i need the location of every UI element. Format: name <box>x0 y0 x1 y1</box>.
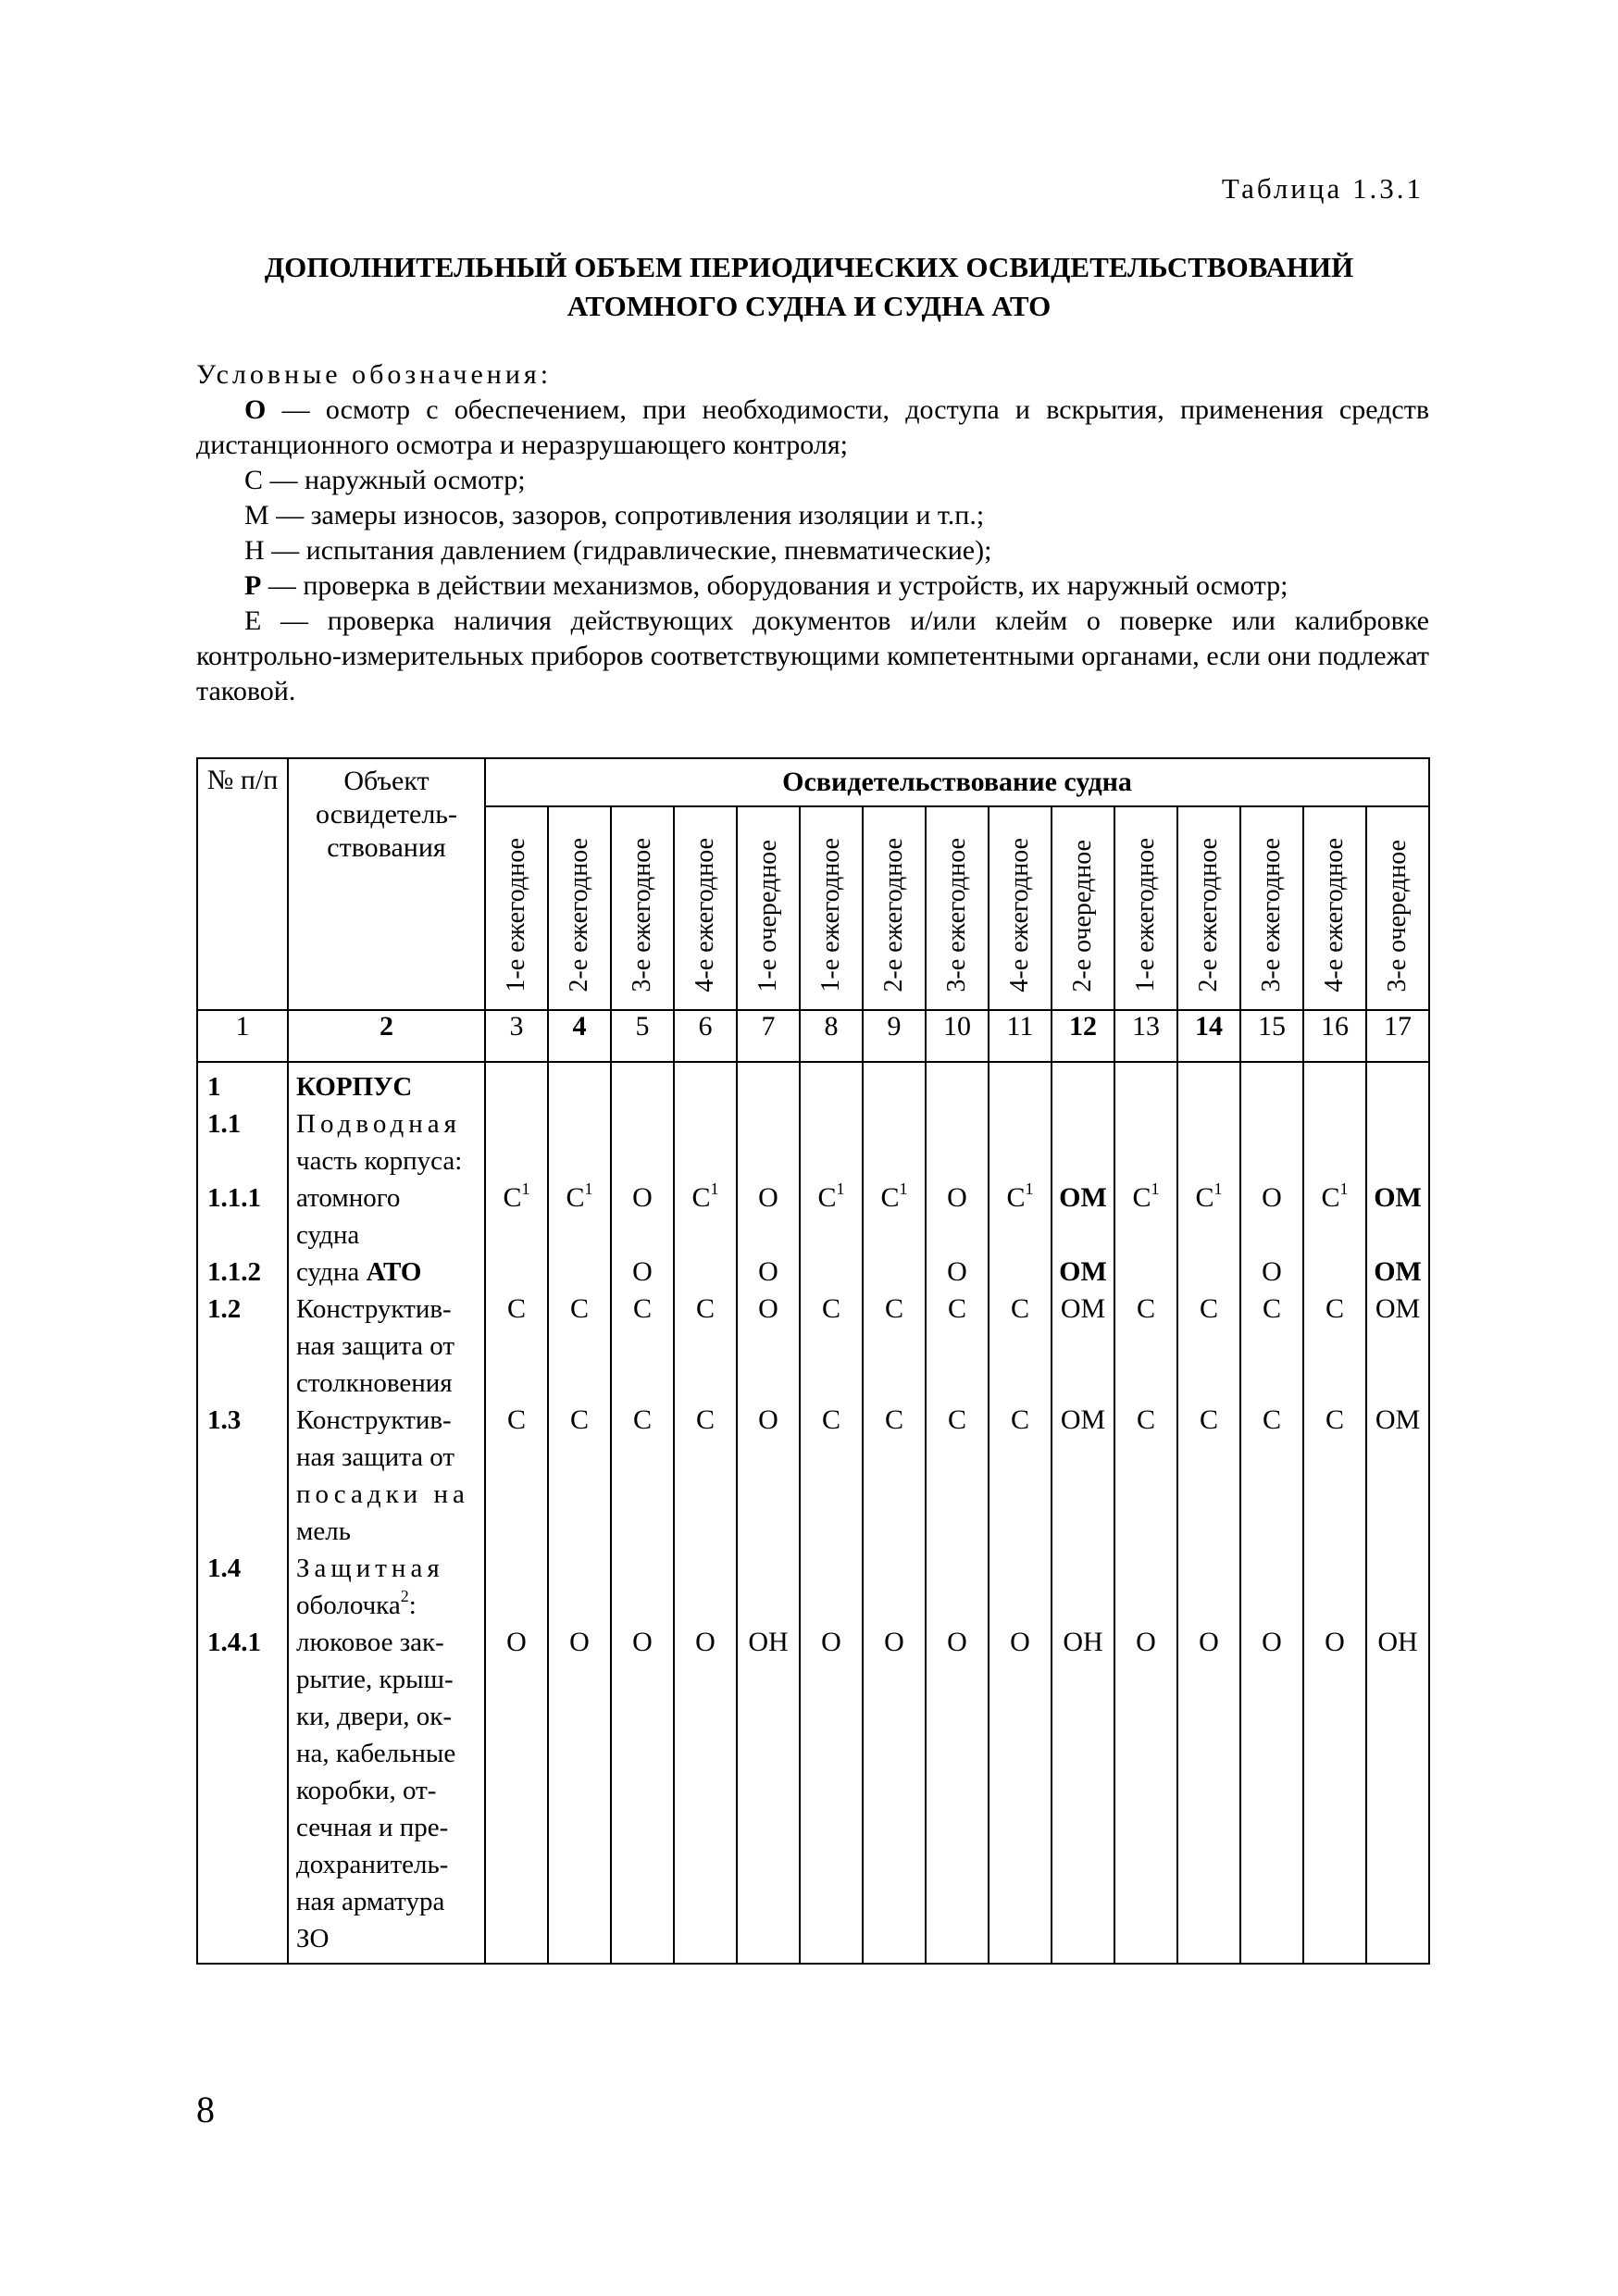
legend-code: М <box>244 500 269 530</box>
survey-value-text: С <box>947 1404 966 1435</box>
survey-type-label: 2-е ежегодное <box>879 838 908 992</box>
survey-value-text: О <box>632 1256 653 1287</box>
survey-value <box>549 1291 610 1328</box>
footnote-marker: 1 <box>1214 1179 1223 1198</box>
survey-value-text: О <box>1199 1627 1219 1657</box>
survey-value <box>675 1179 736 1217</box>
survey-value <box>1052 1179 1114 1217</box>
object-text: ная защита от <box>296 1331 455 1361</box>
header-object <box>288 758 485 1010</box>
survey-value-cell <box>485 1062 548 1964</box>
object-text: часть корпуса: <box>296 1146 463 1176</box>
survey-type-label: 1-е ежегодное <box>816 838 845 992</box>
survey-value <box>927 1291 988 1328</box>
survey-value <box>1178 1291 1239 1328</box>
legend-item <box>196 533 1429 568</box>
survey-value <box>927 1179 988 1217</box>
object-text: оболочка <box>296 1591 401 1620</box>
legend-item <box>196 498 1429 533</box>
survey-type-header <box>1177 806 1240 1010</box>
object-line <box>296 1920 329 1957</box>
survey-value-text: ОМ <box>1375 1404 1421 1435</box>
header-object-line: ствования <box>327 832 446 863</box>
survey-type-label: 3-е ежегодное <box>1257 838 1286 992</box>
survey-type-label: 2-е ежегодное <box>565 838 593 992</box>
column-number: 12 <box>1052 1010 1114 1062</box>
survey-value <box>864 1179 925 1217</box>
survey-value-text: О <box>947 1256 967 1287</box>
survey-value <box>675 1624 736 1661</box>
survey-type-header <box>737 806 800 1010</box>
survey-type-header <box>926 806 989 1010</box>
survey-type-label: 4-е ежегодное <box>1005 838 1034 992</box>
item-number: 1 <box>207 1072 221 1102</box>
column-number: 1 <box>197 1010 288 1062</box>
footnote-marker: 2 <box>400 1587 409 1606</box>
survey-value-text: С <box>884 1293 903 1324</box>
survey-value-text: С <box>1136 1404 1155 1435</box>
survey-value <box>1367 1254 1428 1291</box>
survey-value <box>864 1624 925 1661</box>
survey-type-header <box>611 806 674 1010</box>
survey-value-text: С <box>1262 1293 1281 1324</box>
item-number: 1.1 <box>207 1109 242 1139</box>
footnote-marker: 1 <box>899 1179 908 1198</box>
object-line <box>296 1179 400 1217</box>
survey-value-text: О <box>947 1182 967 1213</box>
survey-value-text: О <box>758 1182 778 1213</box>
object-line <box>296 1068 412 1105</box>
legend-items <box>196 393 1429 709</box>
legend-code: Р <box>244 570 262 601</box>
survey-value-text: ОН <box>1063 1627 1103 1657</box>
object-text: атомного <box>296 1183 401 1213</box>
item-number: 1.4 <box>207 1554 242 1583</box>
survey-value <box>1115 1624 1176 1661</box>
survey-value <box>1052 1291 1114 1328</box>
survey-value <box>738 1291 799 1328</box>
survey-value <box>1178 1402 1239 1439</box>
object-line <box>296 1254 421 1291</box>
survey-value <box>612 1624 673 1661</box>
legend-code: О <box>244 394 267 425</box>
survey-value-text: С <box>569 1404 589 1435</box>
survey-value <box>738 1402 799 1439</box>
survey-value-text: ОМ <box>1059 1182 1107 1213</box>
survey-value <box>1178 1624 1239 1661</box>
survey-value-cell <box>611 1062 674 1964</box>
object-text: Конструктив- <box>296 1294 452 1324</box>
survey-type-label: 1-е очередное <box>753 840 782 992</box>
object-line <box>296 1772 436 1809</box>
object-text-suffix: : <box>408 1591 417 1620</box>
object-line <box>296 1439 454 1476</box>
survey-value-text: ОН <box>1377 1627 1418 1657</box>
survey-value-text: ОМ <box>1060 1293 1106 1324</box>
object-text: посадки на <box>296 1479 469 1509</box>
survey-value <box>1367 1402 1428 1439</box>
column-number: 4 <box>548 1010 611 1062</box>
legend <box>196 357 1429 709</box>
survey-value <box>1304 1179 1365 1217</box>
object-text: Защитная <box>296 1554 444 1583</box>
survey-value <box>1304 1291 1365 1328</box>
survey-type-label: 1-е ежегодное <box>502 838 530 992</box>
survey-type-label: 2-е ежегодное <box>1194 838 1223 992</box>
survey-value-text: С <box>1010 1293 1029 1324</box>
survey-value <box>927 1254 988 1291</box>
object-text: люковое зак- <box>296 1628 444 1657</box>
object-text: рытие, крыш- <box>296 1665 454 1694</box>
object-line <box>296 1809 448 1846</box>
survey-value <box>738 1624 799 1661</box>
title-line-1: ДОПОЛНИТЕЛЬНЫЙ ОБЪЕМ ПЕРИОДИЧЕСКИХ ОСВИДЕТЕЛЬСТВОВАНИЙ <box>264 251 1354 283</box>
column-number: 10 <box>926 1010 989 1062</box>
object-line <box>296 1846 448 1883</box>
item-object-cell <box>288 1062 485 1964</box>
legend-item <box>196 568 1429 604</box>
survey-value <box>989 1402 1051 1439</box>
survey-value-text: О <box>758 1256 778 1287</box>
legend-code: Е <box>244 605 262 636</box>
survey-value-text: С <box>1262 1404 1281 1435</box>
footnote-marker: 1 <box>1151 1179 1160 1198</box>
survey-value <box>989 1291 1051 1328</box>
legend-text: — осмотр с обеспечением, при необходимости, доступа и вскрытия, применения средств дистанционного осмотра и неразрушающего контроля; <box>196 394 1429 460</box>
column-number: 5 <box>611 1010 674 1062</box>
legend-item <box>196 393 1429 463</box>
survey-value <box>989 1179 1051 1217</box>
survey-type-label: 4-е ежегодное <box>691 838 719 992</box>
column-number: 16 <box>1303 1010 1366 1062</box>
survey-value <box>1052 1254 1114 1291</box>
survey-type-header <box>1052 806 1114 1010</box>
survey-value-cell <box>548 1062 611 1964</box>
column-number: 17 <box>1366 1010 1429 1062</box>
survey-type-header <box>548 806 611 1010</box>
survey-value <box>675 1291 736 1328</box>
survey-value-text: С <box>695 1404 715 1435</box>
survey-type-header <box>1114 806 1177 1010</box>
survey-value-text: ОМ <box>1374 1256 1422 1287</box>
legend-text: — замеры износов, зазоров, сопротивления изоляции и т.п.; <box>268 500 985 530</box>
survey-value-text: О <box>1262 1627 1282 1657</box>
object-line <box>296 1402 452 1439</box>
survey-type-label: 2-е очередное <box>1068 840 1097 992</box>
survey-value <box>549 1179 610 1217</box>
item-number: 1.2 <box>207 1294 242 1324</box>
survey-value-text: О <box>695 1627 716 1657</box>
survey-value <box>801 1291 862 1328</box>
item-number: 1.3 <box>207 1405 242 1435</box>
survey-value-text: О <box>1010 1627 1030 1657</box>
item-number: 1.1.1 <box>207 1183 261 1213</box>
survey-value <box>549 1624 610 1661</box>
legend-item <box>196 463 1429 498</box>
column-number: 15 <box>1240 1010 1303 1062</box>
object-text: дохранитель- <box>296 1850 449 1879</box>
object-text: Подводная <box>296 1109 462 1139</box>
survey-value-cell <box>1366 1062 1429 1964</box>
survey-value-cell <box>800 1062 863 1964</box>
footnote-marker: 1 <box>836 1179 845 1198</box>
column-number: 13 <box>1114 1010 1177 1062</box>
object-text: ная защита от <box>296 1442 455 1472</box>
survey-value <box>1241 1179 1302 1217</box>
survey-value-text: С <box>566 1182 585 1213</box>
survey-value <box>1241 1624 1302 1661</box>
survey-type-header <box>1303 806 1366 1010</box>
survey-value-text: С <box>506 1293 526 1324</box>
survey-value-text: О <box>569 1627 590 1657</box>
header-survey: Освидетельствование судна <box>485 758 1429 806</box>
survey-type-header <box>989 806 1052 1010</box>
column-number: 7 <box>737 1010 800 1062</box>
object-text-bold: АТО <box>366 1257 422 1287</box>
object-line <box>296 1291 452 1328</box>
survey-value-text: С <box>632 1404 652 1435</box>
item-number: 1.4.1 <box>207 1628 261 1657</box>
survey-value <box>675 1402 736 1439</box>
footnote-marker: 1 <box>1339 1179 1349 1198</box>
survey-value <box>1115 1291 1176 1328</box>
object-line <box>296 1476 469 1513</box>
survey-value-text: О <box>821 1627 841 1657</box>
survey-value <box>989 1624 1051 1661</box>
header-number: № п/п <box>197 758 288 1010</box>
survey-value-text: С <box>947 1293 966 1324</box>
legend-code: С <box>244 465 264 495</box>
survey-value-text: С <box>1136 1293 1155 1324</box>
survey-value-cell <box>674 1062 737 1964</box>
object-text: Конструктив- <box>296 1405 452 1435</box>
survey-value-text: С <box>1010 1404 1029 1435</box>
survey-type-label: 3-е ежегодное <box>628 838 656 992</box>
survey-value-cell <box>1114 1062 1177 1964</box>
survey-value-cell <box>863 1062 926 1964</box>
survey-value-cell <box>989 1062 1052 1964</box>
survey-value <box>612 1254 673 1291</box>
survey-value-text: О <box>632 1182 653 1213</box>
object-line <box>296 1735 455 1772</box>
object-line <box>296 1698 452 1735</box>
survey-type-header <box>800 806 863 1010</box>
survey-value-text: С <box>506 1404 526 1435</box>
survey-type-label: 4-е ежегодное <box>1320 838 1349 992</box>
survey-value-text: С <box>1325 1293 1344 1324</box>
legend-text: — проверка наличия действующих документов и/или клейм о поверке или калибровке контрольно-измерительных приборов соответствующими компетентными органами, если они подлежат таковой. <box>196 605 1429 706</box>
survey-type-label: 1-е ежегодное <box>1131 838 1160 992</box>
survey-value-text: С <box>817 1182 837 1213</box>
survey-type-header <box>485 806 548 1010</box>
survey-value-text: С <box>884 1404 903 1435</box>
survey-value <box>927 1624 988 1661</box>
header-object-line: Объект <box>343 766 429 796</box>
object-text: на, кабельные <box>296 1739 456 1768</box>
survey-value <box>738 1179 799 1217</box>
survey-type-header <box>863 806 926 1010</box>
survey-table <box>196 757 1430 1965</box>
survey-value-text: О <box>1325 1627 1345 1657</box>
survey-value <box>486 1624 547 1661</box>
survey-value-text: ОМ <box>1059 1256 1107 1287</box>
object-text: коробки, от- <box>296 1776 437 1805</box>
survey-value-text: О <box>1136 1627 1156 1657</box>
survey-value <box>1304 1402 1365 1439</box>
survey-value-text: О <box>947 1627 967 1657</box>
survey-value <box>1052 1402 1114 1439</box>
column-number: 3 <box>485 1010 548 1062</box>
survey-value <box>1115 1402 1176 1439</box>
column-number-row <box>197 1010 1429 1062</box>
page-number: 8 <box>196 2089 215 2130</box>
survey-value <box>1367 1624 1428 1661</box>
survey-value <box>801 1179 862 1217</box>
object-line <box>296 1883 444 1920</box>
survey-value <box>612 1402 673 1439</box>
footnote-marker: 1 <box>584 1179 593 1198</box>
survey-value-text: С <box>1321 1182 1340 1213</box>
footnote-marker: 1 <box>1025 1179 1034 1198</box>
column-number: 2 <box>288 1010 485 1062</box>
footnote-marker: 1 <box>521 1179 530 1198</box>
object-text: ки, двери, ок- <box>296 1702 453 1731</box>
survey-type-label: 3-е очередное <box>1383 840 1413 992</box>
survey-value-text: С <box>1006 1182 1026 1213</box>
survey-value-text: О <box>506 1627 527 1657</box>
survey-value-cell <box>1177 1062 1240 1964</box>
survey-value-text: С <box>632 1293 652 1324</box>
survey-value-cell <box>1052 1062 1114 1964</box>
legend-text: — испытания давлением (гидравлические, пневматические); <box>264 535 992 566</box>
object-text: мель <box>296 1516 351 1546</box>
survey-value-text: С <box>880 1182 900 1213</box>
survey-value-text: С <box>691 1182 711 1213</box>
survey-value-text: О <box>758 1404 778 1435</box>
survey-value-text: О <box>1262 1182 1282 1213</box>
header-object-line: освидетель- <box>316 799 457 830</box>
page-title <box>139 248 1479 326</box>
object-text: столкновения <box>296 1368 453 1398</box>
survey-value <box>1241 1402 1302 1439</box>
survey-value <box>612 1291 673 1328</box>
survey-value-text: С <box>821 1293 840 1324</box>
survey-value-cell <box>926 1062 989 1964</box>
column-number: 9 <box>863 1010 926 1062</box>
survey-value <box>801 1402 862 1439</box>
survey-value-text: ОМ <box>1060 1404 1106 1435</box>
object-line <box>296 1587 417 1624</box>
survey-value-text: С <box>1199 1293 1218 1324</box>
column-number: 6 <box>674 1010 737 1062</box>
survey-value <box>864 1402 925 1439</box>
object-line <box>296 1550 444 1587</box>
object-text: судна <box>296 1257 367 1287</box>
survey-value-text: С <box>569 1293 589 1324</box>
column-number: 14 <box>1177 1010 1240 1062</box>
survey-value-text: ОМ <box>1374 1182 1422 1213</box>
object-text: сечная и пре- <box>296 1813 449 1842</box>
table-row <box>197 1062 1429 1964</box>
object-line <box>296 1105 461 1142</box>
item-number-cell <box>197 1062 288 1964</box>
survey-value <box>549 1402 610 1439</box>
survey-type-header <box>674 806 737 1010</box>
survey-value-text: ОМ <box>1375 1293 1421 1324</box>
survey-value-cell <box>1240 1062 1303 1964</box>
object-line <box>296 1661 454 1698</box>
title-line-2: АТОМНОГО СУДНА И СУДНА АТО <box>566 290 1052 322</box>
survey-value-text: С <box>1132 1182 1151 1213</box>
survey-value <box>1115 1179 1176 1217</box>
survey-value <box>612 1179 673 1217</box>
survey-value-text: С <box>821 1404 840 1435</box>
survey-value-text: О <box>632 1627 653 1657</box>
object-text: ЗО <box>296 1924 330 1953</box>
object-line <box>296 1365 453 1402</box>
legend-text: — проверка в действии механизмов, оборудования и устройств, их наружный осмотр; <box>261 570 1288 601</box>
survey-value <box>738 1254 799 1291</box>
survey-value <box>864 1291 925 1328</box>
legend-heading: Условные обозначения: <box>196 359 553 390</box>
survey-value <box>801 1624 862 1661</box>
survey-value <box>1367 1291 1428 1328</box>
item-number: 1.1.2 <box>207 1257 261 1287</box>
object-line <box>296 1624 444 1661</box>
survey-value <box>1178 1179 1239 1217</box>
survey-value <box>1052 1624 1114 1661</box>
column-number: 11 <box>989 1010 1052 1062</box>
survey-value-text: О <box>758 1293 778 1324</box>
survey-value-text: ОН <box>748 1627 789 1657</box>
survey-value <box>1304 1624 1365 1661</box>
survey-value-text: С <box>1199 1404 1218 1435</box>
survey-value <box>486 1179 547 1217</box>
survey-value <box>486 1402 547 1439</box>
survey-value-text: С <box>1195 1182 1214 1213</box>
survey-value-text: С <box>1325 1404 1344 1435</box>
legend-text: — наружный осмотр; <box>263 465 526 495</box>
survey-value <box>1241 1254 1302 1291</box>
survey-value <box>486 1291 547 1328</box>
object-text: судна <box>296 1220 360 1250</box>
object-line <box>296 1217 359 1254</box>
survey-value-cell <box>1303 1062 1366 1964</box>
object-text: ная арматура <box>296 1887 445 1916</box>
survey-type-header <box>1366 806 1429 1010</box>
footnote-marker: 1 <box>710 1179 719 1198</box>
column-number: 8 <box>800 1010 863 1062</box>
survey-value-text: С <box>503 1182 522 1213</box>
object-line <box>296 1513 351 1550</box>
legend-item <box>196 604 1429 709</box>
survey-value <box>927 1402 988 1439</box>
survey-value-text: О <box>1262 1256 1282 1287</box>
survey-value-text: О <box>884 1627 904 1657</box>
survey-type-label: 3-е ежегодное <box>942 838 971 992</box>
survey-value <box>1241 1291 1302 1328</box>
object-line <box>296 1142 462 1179</box>
survey-type-header <box>1240 806 1303 1010</box>
survey-value-text: С <box>695 1293 715 1324</box>
survey-value <box>1367 1179 1428 1217</box>
legend-code: Н <box>244 535 265 566</box>
object-text: КОРПУС <box>296 1072 413 1102</box>
survey-value-cell <box>737 1062 800 1964</box>
table-label: Таблица 1.3.1 <box>1221 172 1424 205</box>
object-line <box>296 1328 454 1365</box>
